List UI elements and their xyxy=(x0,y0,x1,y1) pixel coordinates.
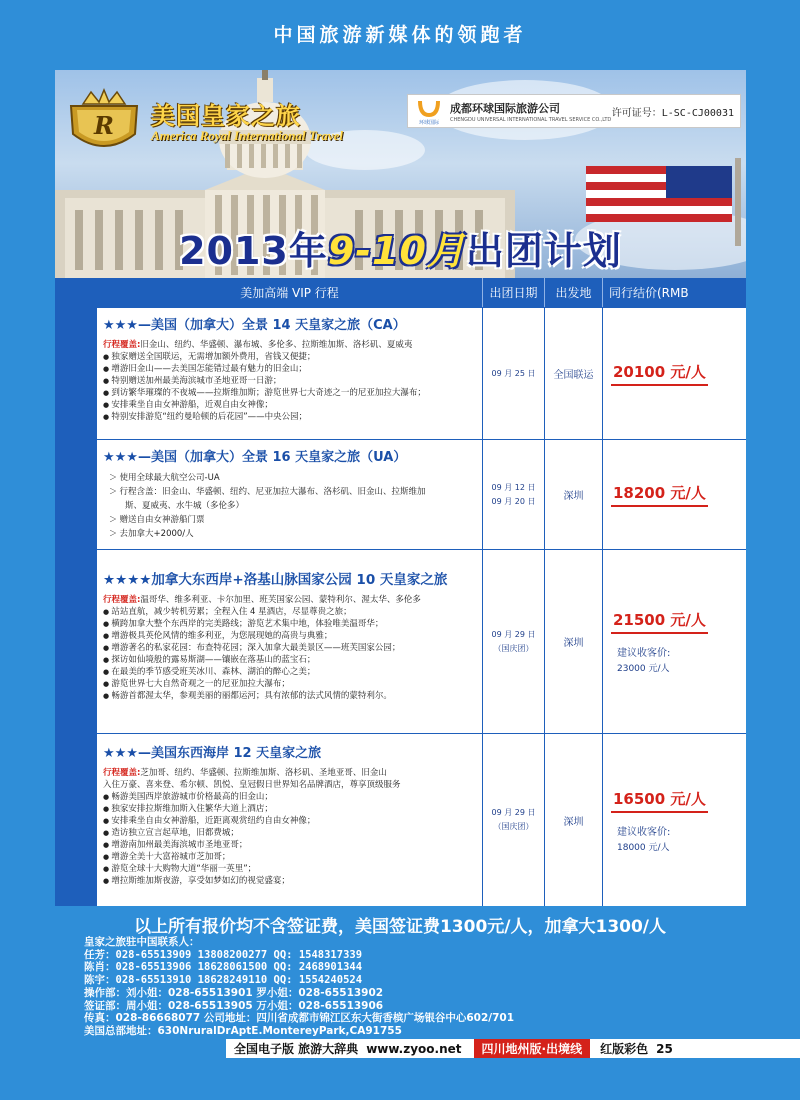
date-note: （国庆团） xyxy=(493,822,534,831)
agency-name-en: CHENGDU UNIVERSAL INTERNATIONAL TRAVEL SERVICE CO.,LTD xyxy=(450,116,612,123)
date-value: 09 月 29 日 xyxy=(491,808,536,817)
route-title: ★★★★加拿大东西岸+洛基山脉国家公园 10 天皇家之旅 xyxy=(103,572,448,588)
date-value: 09 月 25 日 xyxy=(491,368,536,378)
crest-letter: R xyxy=(94,111,114,140)
route-line: ● 特别赠送加州最美海滨城市圣地亚哥一日游； xyxy=(103,375,476,387)
date-note: （国庆团） xyxy=(493,643,534,653)
price-value: 16500 元/人 xyxy=(611,788,708,813)
hero-banner xyxy=(55,70,746,278)
contact-line: 传真：028-86668077 公司地址：四川省成都市锦江区东大街香槟广场银谷中心602/701 xyxy=(84,1012,515,1025)
route-line: ● 增游旧金山——去美国怎能错过最有魅力的旧金山； xyxy=(103,363,476,375)
price-cell xyxy=(603,550,746,733)
route-coverage: 行程覆盖:旧金山、纽约、华盛顿、瀑布城、多伦多、拉斯维加斯、洛杉矶、夏威夷 xyxy=(103,340,413,350)
headline-months: 9-10月 xyxy=(327,229,466,273)
route-title: ★★★—美国（加拿大）全景 16 天皇家之旅（UA） xyxy=(103,450,407,465)
table-row xyxy=(97,307,746,439)
route-line: ＞ 赠送自由女神游船门票 xyxy=(103,513,476,527)
footer-label: 全国电子版 旅游大辞典 xyxy=(234,1042,359,1056)
tour-table xyxy=(55,278,746,906)
agency-license xyxy=(612,104,734,119)
route-line: ● 增游全美十大富裕城市芝加哥； xyxy=(103,851,476,863)
route-line: ● 横跨加拿大整个东西岸的完美路线；游览艺术集中地，体验唯美温哥华； xyxy=(103,618,476,630)
date-value: 09 月 20 日 xyxy=(491,496,536,506)
route-line: ● 畅游首都渥太华，参观美丽的丽都运河；具有浓郁的法式风情的蒙特利尔。 xyxy=(103,690,476,702)
price-cell xyxy=(603,308,746,439)
route-cell xyxy=(97,440,483,549)
route-line: ● 增游南加州最美海滨城市圣地亚哥； xyxy=(103,839,476,851)
route-title: ★★★—美国（加拿大）全景 14 天皇家之旅（CA） xyxy=(103,318,406,333)
date-cell xyxy=(483,734,545,906)
royal-crest-icon xyxy=(61,88,147,158)
date-cell xyxy=(483,308,545,439)
contact-line: 任芳：028-65513909 13808200277 QQ: 1548317339 xyxy=(84,948,363,961)
departure-cell: 全国联运 xyxy=(545,308,603,439)
route-line: ● 在最美的季节感受班芙冰川、森林、湖泊的醉心之美； xyxy=(103,666,476,678)
agency-logo-caption: 环球国际 xyxy=(418,120,440,125)
page-footer xyxy=(226,1039,800,1058)
brand-title: 美国皇家之旅 xyxy=(151,101,301,130)
header-date: 出团日期 xyxy=(483,278,545,307)
route-line: ＞ 去加拿大+2000/人 xyxy=(103,527,476,541)
date-value: 09 月 12 日 xyxy=(491,482,536,492)
contact-block xyxy=(84,936,724,1038)
agency-badge xyxy=(407,94,741,128)
route-title: ★★★—美国东西海岸 12 天皇家之旅 xyxy=(103,746,322,761)
route-line: ＞ 使用全球最大航空公司-UA xyxy=(103,471,476,485)
table-row xyxy=(97,733,746,906)
departure-cell: 深圳 xyxy=(545,734,603,906)
route-line: ● 增游极具英伦风情的维多利亚，为您展现她的高贵与典雅； xyxy=(103,630,476,642)
price-cell xyxy=(603,734,746,906)
date-cell xyxy=(483,550,545,733)
contact-line: 签证部：周小姐：028-65513905 万小姐：028-65513906 xyxy=(84,999,384,1012)
brand-logo xyxy=(61,88,407,158)
route-line: ● 特别安排游览“纽约曼哈顿的后花园”——中央公园； xyxy=(103,411,476,423)
visa-fee-notice: 以上所有报价均不含签证费，美国签证费1300元/人，加拿大1300/人 xyxy=(133,917,667,937)
route-line: ● 游览世界七大自然奇观之一的尼亚加拉大瀑布； xyxy=(103,678,476,690)
route-coverage: 行程覆盖:温哥华、维多利亚、卡尔加里、班芙国家公园、蒙特利尔、渥太华、多伦多 xyxy=(103,595,421,605)
route-line: ● 站站直航，减少转机劳累；全程入住 4 星酒店，尽显尊贵之旅； xyxy=(103,606,476,618)
route-line: ＞ 行程含盖：旧金山、华盛顿、纽约、尼亚加拉大瀑布、洛杉矶、旧金山、拉斯维加 xyxy=(103,485,476,499)
table-row xyxy=(97,439,746,549)
departure-cell: 深圳 xyxy=(545,440,603,549)
agency-name: 成都环球国际旅游公司 xyxy=(450,101,560,115)
page-headline xyxy=(55,220,746,275)
header-route: 美加高端 VIP 行程 xyxy=(97,278,483,307)
route-line: 斯、夏威夷、水牛城（多伦多） xyxy=(125,501,245,511)
date-cell xyxy=(483,440,545,549)
route-cell xyxy=(97,308,483,439)
route-line: ● 独家赠送全国联运，无需增加额外费用，省钱又便捷； xyxy=(103,351,476,363)
route-line: ● 到访繁华璀璨的不夜城——拉斯维加斯；游览世界七大奇迹之一的尼亚加拉大瀑布； xyxy=(103,387,476,399)
route-coverage: 行程覆盖:芝加哥、纽约、华盛顿、拉斯维加斯、洛杉矶、圣地亚哥、旧金山 xyxy=(103,768,387,778)
route-line: ● 增游著名的私家花园：布查特花园；深入加拿大最美景区——班芙国家公园； xyxy=(103,642,476,654)
license-label: 许可证号： xyxy=(611,107,662,119)
route-line: ● 游览全球十大购物大道“华丽一英里”； xyxy=(103,863,476,875)
date-value: 09 月 29 日 xyxy=(491,629,536,639)
headline-plan: 出团计划 xyxy=(465,229,622,273)
price-cell xyxy=(603,440,746,549)
table-row xyxy=(97,549,746,733)
license-number: L-SC-CJ00031 xyxy=(661,107,734,119)
footer-url[interactable]: www.zyoo.net xyxy=(366,1041,462,1056)
footer-edition: 四川地州版·出境线 xyxy=(474,1039,591,1058)
page-number: 25 xyxy=(656,1041,673,1056)
contact-line: 陈肖：028-65513906 18628061500 QQ: 2468901344 xyxy=(84,961,363,974)
suggested-price-value: 18000 元/人 xyxy=(617,842,670,853)
route-cell xyxy=(97,734,483,906)
route-cell xyxy=(97,550,483,733)
contact-heading: 皇家之旅驻中国联系人： xyxy=(84,936,200,948)
price-value: 18200 元/人 xyxy=(611,482,708,507)
header-departure: 出发地 xyxy=(545,278,603,307)
header-price: 同行结价(RMB xyxy=(609,286,689,300)
price-value: 21500 元/人 xyxy=(611,609,708,634)
table-side-stripe xyxy=(55,307,97,906)
agency-logo-icon xyxy=(414,97,444,125)
contact-line: 操作部：刘小姐：028-65513901 罗小姐：028-65513902 xyxy=(84,986,384,999)
route-line: ● 增拉斯维加斯夜游，享受如梦如幻的视觉盛宴； xyxy=(103,875,476,887)
route-line: ● 探访如仙境般的露易斯湖——镶嵌在落基山的蓝宝石； xyxy=(103,654,476,666)
route-line: ● 畅游美国西岸旅游城市价格最高的旧金山； xyxy=(103,791,476,803)
price-value: 20100 元/人 xyxy=(611,361,708,386)
route-line: ● 独家安排拉斯维加斯入住繁华大道上酒店； xyxy=(103,803,476,815)
route-line: ● 造访独立宣言起草地，旧都费城； xyxy=(103,827,476,839)
table-header xyxy=(55,278,746,307)
brand-subtitle: America Royal International Travel xyxy=(151,128,343,143)
route-line: ● 安排乘坐自由女神游船，近观自由女神像； xyxy=(103,399,476,411)
route-line: ● 安排乘坐自由女神游船，近距离观赏纽约自由女神像； xyxy=(103,815,476,827)
contact-line: 陈宇：028-65513910 18628249110 QQ: 1554240524 xyxy=(84,974,363,987)
departure-cell: 深圳 xyxy=(545,550,603,733)
headline-year: 2013年 xyxy=(179,229,328,273)
contact-line: 美国总部地址：630NruralDrAptE.MontereyPark,CA91755 xyxy=(84,1024,402,1037)
route-coverage-hotels: 入住万豪、喜来登、希尔顿、凯悦、皇冠假日世界知名品牌酒店，尊享顶级服务 xyxy=(103,780,401,790)
top-tagline: 中国旅游新媒体的领跑者 xyxy=(273,23,527,46)
suggested-price-label: 建议收客价: xyxy=(617,826,671,838)
footer-section: 红版彩色 xyxy=(600,1042,649,1056)
suggested-price-value: 23000 元/人 xyxy=(617,664,670,674)
suggested-price-label: 建议收客价: xyxy=(617,648,671,659)
